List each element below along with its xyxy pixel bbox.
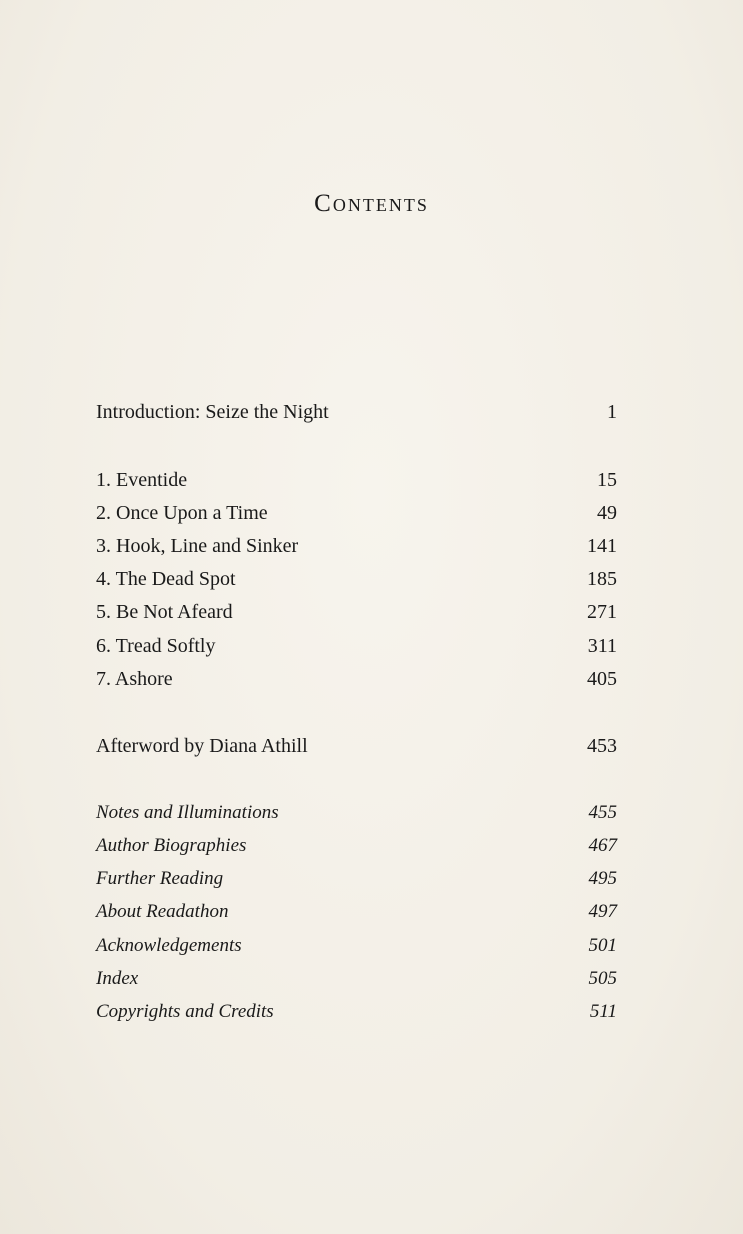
toc-entry-page: 185: [587, 568, 617, 590]
toc-entry-page: 455: [588, 802, 617, 823]
toc-entry-page: 49: [597, 502, 617, 524]
toc-entry-label: 1. Eventide: [96, 469, 188, 491]
toc-entry-chapter: [96, 600, 617, 624]
toc-entry-page: 311: [587, 635, 617, 657]
toc-entry-label: Afterword by Diana Athill: [96, 735, 308, 757]
toc-entry-label: Acknowledgements: [96, 935, 242, 956]
toc-entry-chapter: [96, 667, 617, 691]
toc-entry-label: 2. Once Upon a Time: [96, 502, 268, 524]
toc-entry-label: Author Biographies: [96, 835, 247, 856]
toc-entry-chapter: [96, 634, 617, 658]
toc-entry-label: Copyrights and Credits: [96, 1001, 274, 1022]
toc-entry-page: 1: [607, 401, 617, 423]
toc-entry-backmatter: [96, 900, 617, 924]
toc-entry-label: 6. Tread Softly: [96, 635, 216, 657]
toc-entry-page: 501: [588, 935, 617, 956]
toc-entry-chapter: [96, 534, 617, 558]
toc-entry-chapter: [96, 468, 617, 492]
toc-entry-page: 495: [588, 868, 617, 889]
toc-entry-backmatter: [96, 801, 617, 825]
toc-entry-chapter: [96, 501, 617, 525]
toc-entry-label: 7. Ashore: [96, 668, 173, 690]
toc-entry-page: 141: [587, 535, 617, 557]
toc-entry-page: 271: [587, 601, 617, 623]
toc-entry-label: Index: [96, 968, 139, 989]
toc-entry-backmatter: [96, 934, 617, 958]
toc-entry-backmatter: [96, 867, 617, 891]
toc-entry-afterword: [96, 734, 617, 758]
page-title: Contents: [314, 190, 429, 217]
toc-entry-chapter: [96, 567, 617, 591]
toc-entry-backmatter: [96, 967, 617, 991]
toc-entry-label: 5. Be Not Afeard: [96, 601, 233, 623]
toc-entry-label: Introduction: Seize the Night: [96, 401, 329, 423]
toc-entry-page: 15: [597, 469, 617, 491]
toc-entry-label: Further Reading: [96, 868, 224, 889]
toc-entry-page: 505: [588, 968, 617, 989]
toc-entry-page: 405: [587, 668, 617, 690]
toc-entry-label: 4. The Dead Spot: [96, 568, 236, 590]
toc-entry-backmatter: [96, 834, 617, 858]
toc-entry-backmatter: [96, 1000, 617, 1024]
toc-entry-page: 453: [587, 735, 617, 757]
toc-entry-introduction: [96, 400, 617, 424]
toc-entry-label: 3. Hook, Line and Sinker: [96, 535, 299, 557]
toc-entry-page: 497: [588, 901, 617, 922]
toc-entry-page: 467: [588, 835, 617, 856]
toc-entry-label: Notes and Illuminations: [96, 802, 279, 823]
toc-entry-label: About Readathon: [96, 901, 229, 922]
toc-entry-page: 511: [589, 1001, 617, 1022]
